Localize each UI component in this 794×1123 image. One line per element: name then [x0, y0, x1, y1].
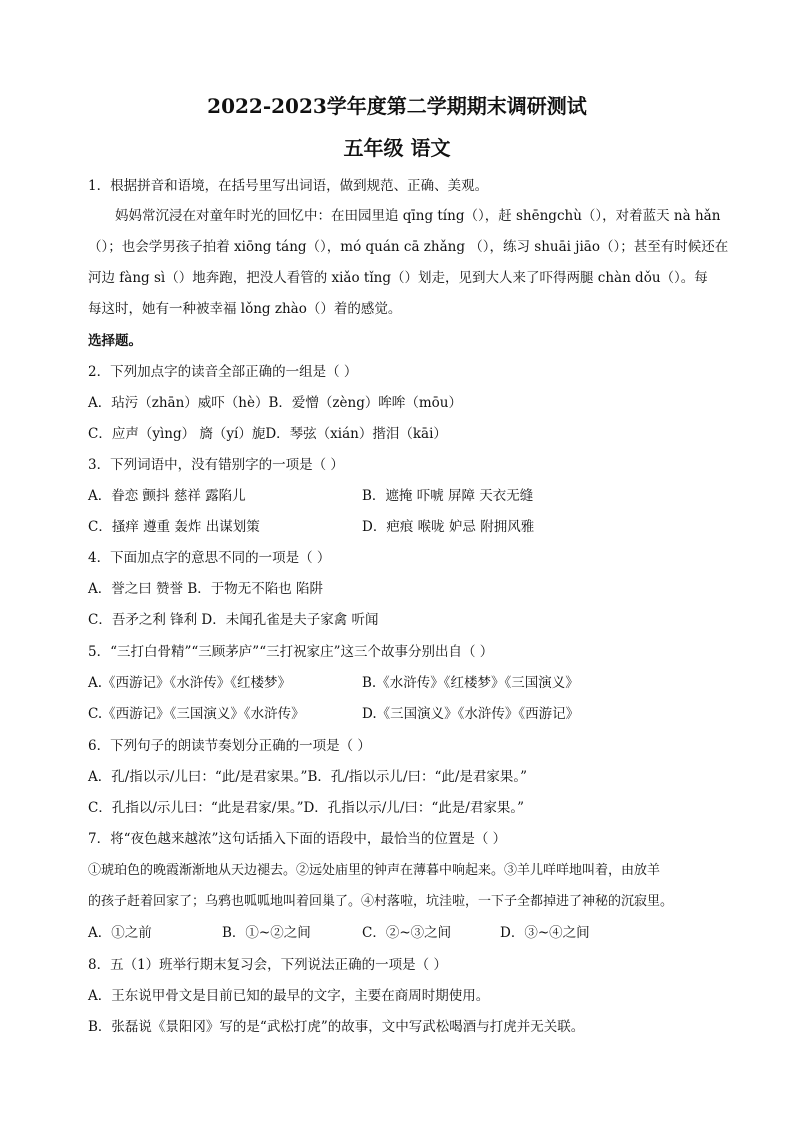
q8-option-a: A．王东说甲骨文是目前已知的最早的文字，主要在商周时期使用。 — [88, 988, 490, 1004]
q1-passage-line-1: 妈妈常沉浸在对童年时光的回忆中：在田园里追 qīng tíng（），赶 shēngchù（），对着蓝天 nà hǎn — [115, 208, 721, 224]
q8-stem: 8．五（1）班举行期末复习会，下列说法正确的一项是（ ） — [88, 957, 447, 973]
q3-option-c: C．搔痒 遵重 轰炸 出谋划策 — [88, 519, 260, 535]
q7-option-c: C．②~③之间 — [362, 925, 452, 941]
q7-option-d: D．③~④之间 — [500, 925, 590, 941]
q1-passage-line-4: 每这时，她有一种被幸福 lǒng zhào（）着的感觉。 — [88, 301, 402, 317]
q5-option-b: B.《水浒传》《红楼梦》《三国演义》 — [362, 675, 579, 691]
q5-option-a: A.《西游记》《水浒传》《红楼梦》 — [88, 675, 292, 691]
exam-title: 2022-2023学年度第二学期期末调研测试 — [207, 94, 587, 118]
q5-stem: 5．“三打白骨精”“三顾茅庐”“三打祝家庄”这三个故事分别出自（ ） — [88, 644, 494, 660]
q4-options-ab: A．誉之曰 赞誉 B．于物无不陷也 陷阱 — [88, 581, 324, 597]
q4-options-cd: C．吾矛之利 锋利 D．未闻孔雀是夫子家禽 听闻 — [88, 612, 379, 628]
q1-stem: 1．根据拼音和语境，在括号里写出词语，做到规范、正确、美观。 — [88, 178, 489, 194]
q1-passage-line-2: （）；也会学男孩子拍着 xiōng táng（），mó quán cā zhǎng （），练习 shuāi jiāo（）；甚至有时候还在 — [88, 239, 729, 255]
q8-option-b: B．张磊说《景阳冈》写的是“武松打虎”的故事，文中写武松喝酒与打虎并无关联。 — [88, 1019, 585, 1035]
q2-stem: 2．下列加点字的读音全部正确的一组是（ ） — [88, 364, 358, 380]
q3-stem: 3．下列词语中，没有错别字的一项是（ ） — [88, 457, 344, 473]
q7-passage-line-1: ①琥珀色的晚霞渐渐地从天边褪去。②远处庙里的钟声在薄暮中响起来。③羊儿咩咩地叫着，由放羊 — [88, 863, 661, 878]
q1-passage-line-3: 河边 fàng sì（）地奔跑，把没人看管的 xiǎo tǐng（）划走，见到大人来了吓得两腿 chàn dǒu（）。每 — [88, 270, 708, 286]
q3-option-a: A．眷恋 颤抖 慈祥 露陷儿 — [88, 488, 246, 504]
q5-option-d: D.《三国演义》《水浒传》《西游记》 — [362, 706, 580, 722]
q3-option-d: D．疤痕 喉咙 妒忌 附拥风雅 — [362, 519, 535, 535]
q6-stem: 6．下列句子的朗读节奏划分正确的一项是（ ） — [88, 738, 371, 754]
q7-option-a: A．①之前 — [88, 925, 152, 941]
q3-option-b: B．遮掩 吓唬 屏障 天衣无缝 — [362, 488, 534, 504]
q6-options-cd: C．孔指以/示儿曰：“此是君家/果。”D．孔指以示/儿/曰：“此是/君家果。” — [88, 800, 525, 816]
q2-options-ab: A．玷污（zhān）威吓（hè）B．爱憎（zèng）哞哞（mōu） — [88, 395, 462, 411]
q5-option-c: C.《西游记》《三国演义》《水浒传》 — [88, 706, 305, 722]
exam-subtitle: 五年级 语文 — [343, 136, 451, 160]
q7-passage-line-2: 的孩子赶着回家了；乌鸦也呱呱地叫着回巢了。④村落啦，坑洼啦，一下子全都掉进了神秘的沉寂里。 — [88, 894, 674, 909]
q2-options-cd: C．应声（yìng） 旖（yí）旎D．琴弦（xián）揩泪（kāi） — [88, 426, 447, 442]
q7-option-b: B．①~②之间 — [222, 925, 311, 941]
section-label-choice: 选择题。 — [88, 333, 142, 349]
q7-stem: 7．将“夜色越来越浓”这句话插入下面的语段中，最恰当的位置是（ ） — [88, 831, 507, 847]
q4-stem: 4．下面加点字的意思不同的一项是（ ） — [88, 550, 331, 566]
q6-options-ab: A．孔/指以示/儿曰：“此/是君家果。”B．孔/指以示儿/曰：“此/是君家果。” — [88, 769, 528, 785]
